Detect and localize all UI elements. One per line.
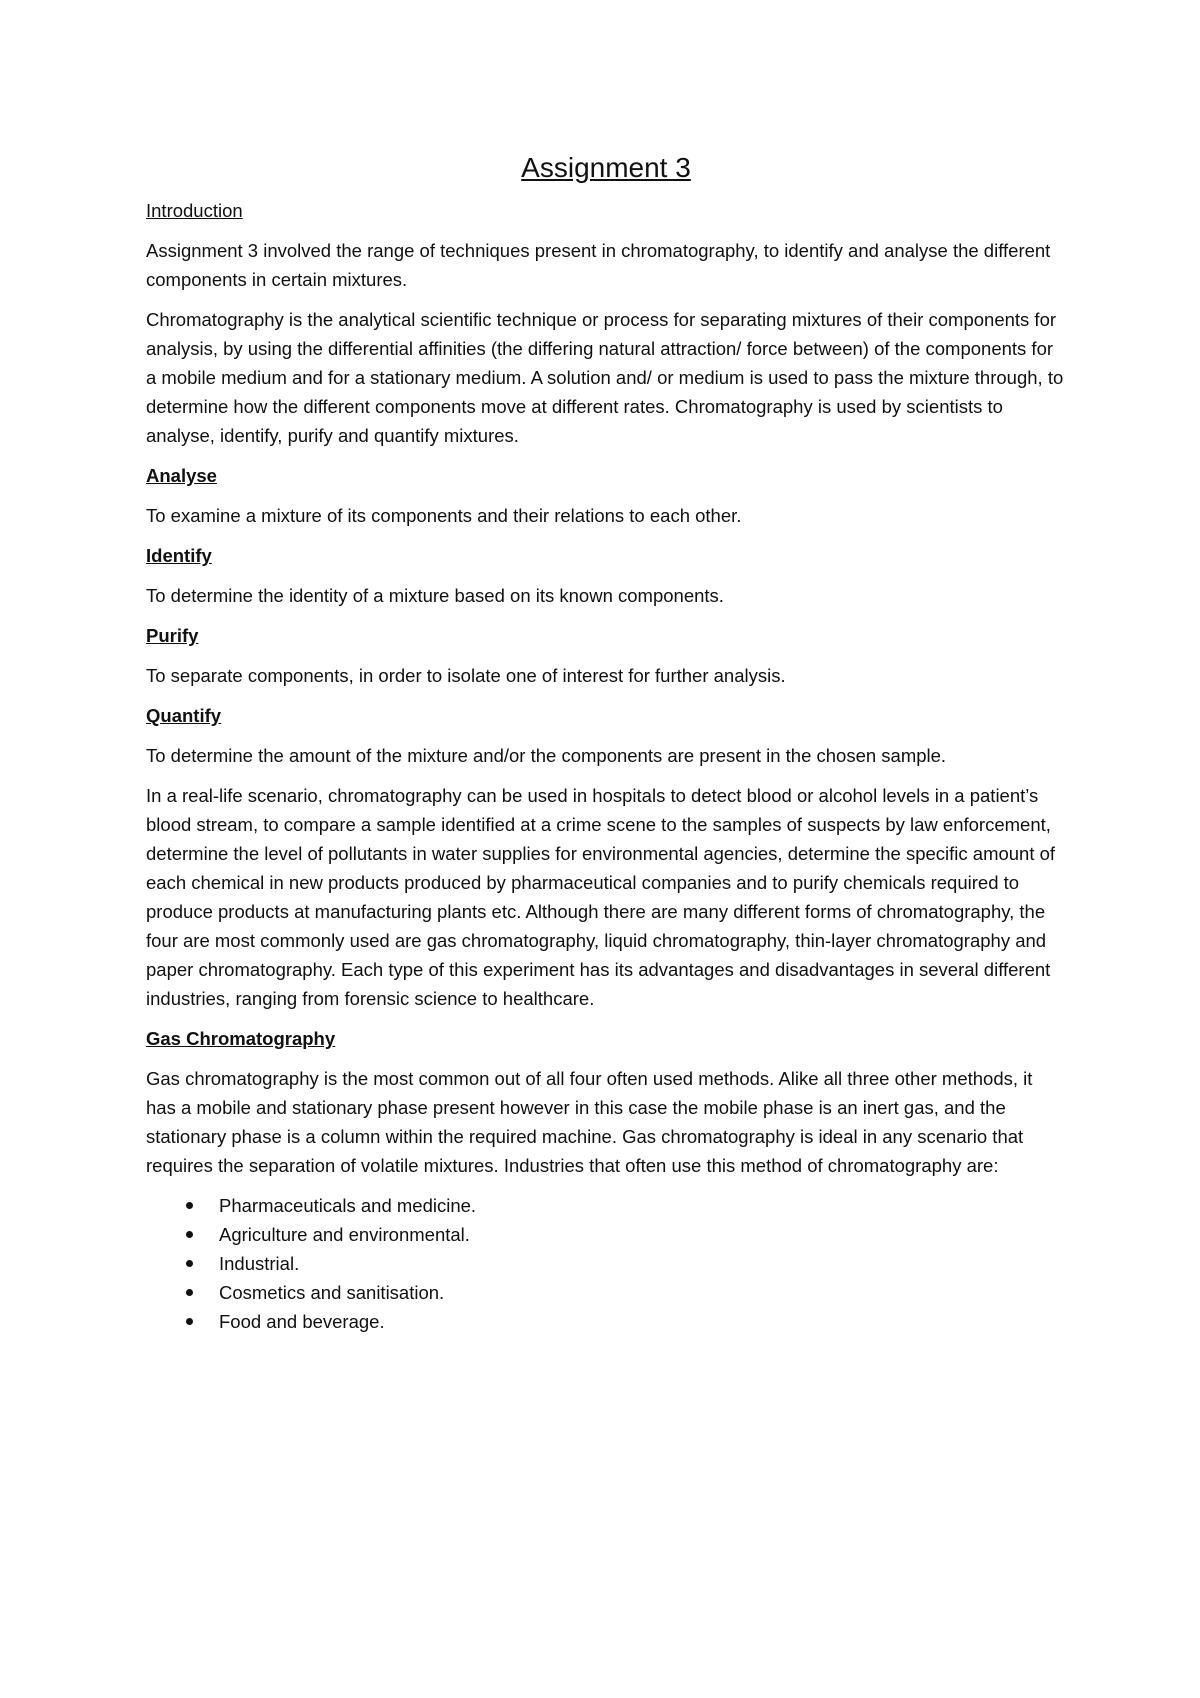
- gas-chromatography-paragraph: Gas chromatography is the most common out of all four often used methods. Alike all three other methods, it has a mobile and stationary phase present however in this case the mobile phase is an inert gas, and the stationary phase is a column within the required machine. Gas chromatography is ideal in any scenario that requires the separation of volatile mixtures. Industries that often use this method of chromatography are:: [146, 1068, 1033, 1176]
- definition-text-analyse: To examine a mixture of its components and their relations to each other.: [146, 505, 742, 526]
- definition-text-purify: To separate components, in order to isolate one of interest for further analysis.: [146, 665, 786, 686]
- bullet-icon: [186, 1289, 193, 1296]
- bullet-icon: [186, 1260, 193, 1267]
- bullet-icon: [186, 1318, 193, 1325]
- introduction-heading: Introduction: [146, 200, 243, 221]
- section-heading-quantify: Quantify: [146, 705, 222, 726]
- intro-paragraph: Chromatography is the analytical scientific technique or process for separating mixtures of their components for analysis, by using the differential affinities (the differing natural attraction/ force between) of the components for a mobile medium and for a stationary medium. A solution and/ or medium is used to pass the mixture through, to determine how the different components move at different rates. Chromatography is used by scientists to analyse, identify, purify and quantify mixtures.: [146, 309, 1064, 446]
- list-item: [146, 1220, 1066, 1249]
- list-item: [146, 1307, 1066, 1336]
- list-item-text: Pharmaceuticals and medicine.: [219, 1195, 477, 1216]
- list-item: [146, 1278, 1066, 1307]
- definition-text-quantify: To determine the amount of the mixture and/or the components are present in the chosen sample.: [146, 745, 947, 766]
- real-life-paragraph: In a real-life scenario, chromatography can be used in hospitals to detect blood or alcohol levels in a patient’s blood stream, to compare a sample identified at a crime scene to the samples of suspects by law enforcement, determine the level of pollutants in water supplies for environmental agencies, determine the specific amount of each chemical in new products produced by pharmaceutical companies and to purify chemicals required to produce products at manufacturing plants etc. Although there are many different forms of chromatography, the four are most commonly used are gas chromatography, liquid chromatography, thin-layer chromatography and paper chromatography. Each type of this experiment has its advantages and disadvantages in several different industries, ranging from forensic science to healthcare.: [146, 785, 1056, 1009]
- list-item-text: Cosmetics and sanitisation.: [219, 1282, 445, 1303]
- page-title: Assignment 3: [521, 152, 691, 183]
- bullet-icon: [186, 1231, 193, 1238]
- definition-text-identify: To determine the identity of a mixture based on its known components.: [146, 585, 724, 606]
- section-heading-identify: Identify: [146, 545, 212, 566]
- bullet-icon: [186, 1202, 193, 1209]
- list-item: [146, 1249, 1066, 1278]
- section-heading-analyse: Analyse: [146, 465, 217, 486]
- industries-list: [146, 1191, 1066, 1336]
- intro-paragraph: Assignment 3 involved the range of techniques present in chromatography, to identify and analyse the different components in certain mixtures.: [146, 240, 1051, 290]
- list-item-text: Food and beverage.: [219, 1311, 385, 1332]
- list-item: [146, 1191, 1066, 1220]
- section-heading-purify: Purify: [146, 625, 199, 646]
- list-item-text: Agriculture and environmental.: [219, 1224, 470, 1245]
- list-item-text: Industrial.: [219, 1253, 300, 1274]
- section-heading-gas-chromatography: Gas Chromatography: [146, 1028, 336, 1049]
- document-body: [146, 148, 1066, 1336]
